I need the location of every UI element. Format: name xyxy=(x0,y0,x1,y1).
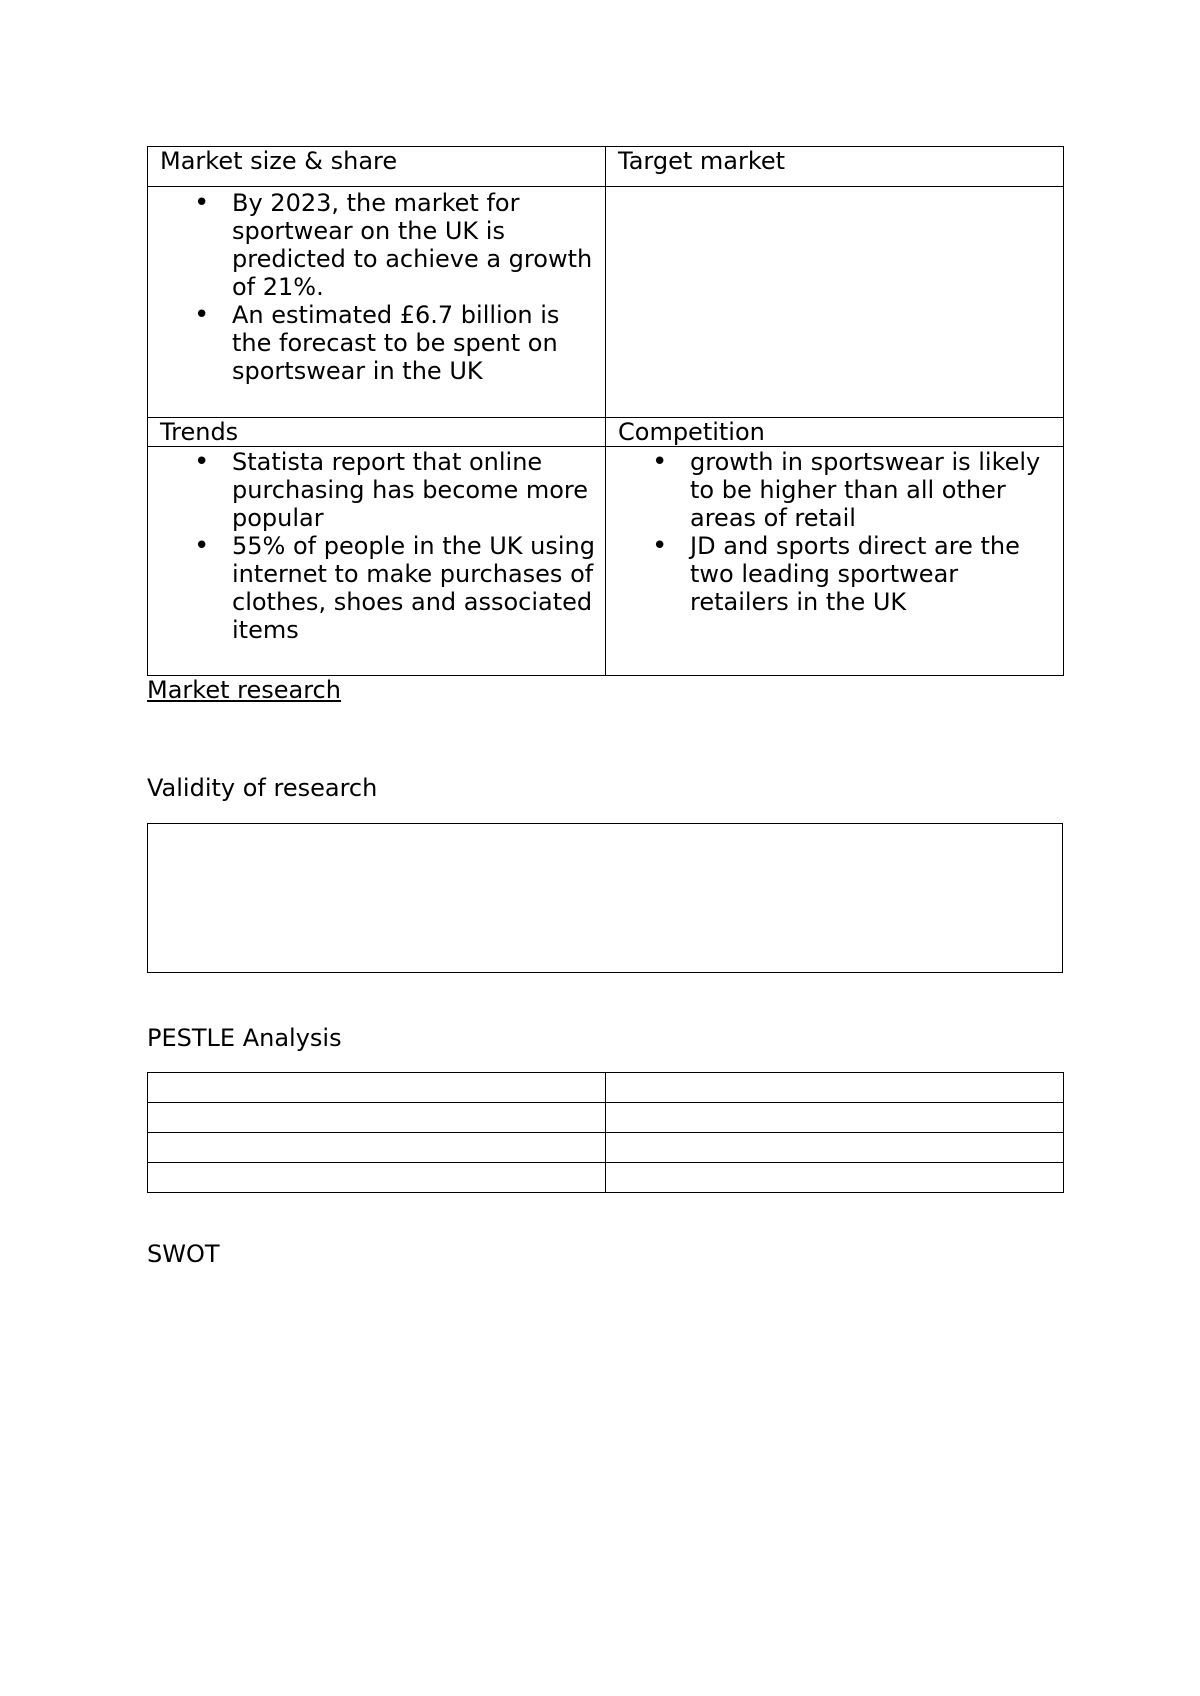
table-row xyxy=(148,1133,1064,1163)
list-item: • JD and sports direct are the two leading sportwear retailers in the UK xyxy=(606,532,1063,616)
list-item: • Statista report that online purchasing has become more popular xyxy=(148,448,605,532)
swot-heading: SWOT xyxy=(147,1240,220,1268)
table-row xyxy=(148,447,1064,676)
pestle-table xyxy=(147,1072,1064,1193)
pestle-cell[interactable] xyxy=(148,1073,606,1103)
target-market-heading: Target market xyxy=(618,147,786,175)
validity-heading: Validity of research xyxy=(147,774,378,802)
competition-bullet-list xyxy=(606,448,1063,616)
market-size-heading-cell xyxy=(148,147,606,187)
pestle-cell[interactable] xyxy=(606,1103,1064,1133)
pestle-cell[interactable] xyxy=(148,1103,606,1133)
market-size-heading: Market size & share xyxy=(160,147,398,175)
list-item: • 55% of people in the UK using internet to make purchases of clothes, shoes and associated items xyxy=(148,532,605,644)
pestle-cell[interactable] xyxy=(606,1163,1064,1193)
target-market-content-cell[interactable] xyxy=(606,187,1064,418)
competition-content-cell xyxy=(606,447,1064,676)
market-research-heading: Market research xyxy=(147,676,341,704)
pestle-heading: PESTLE Analysis xyxy=(147,1024,342,1052)
table-row xyxy=(148,1073,1064,1103)
table-row xyxy=(148,418,1064,447)
pestle-cell[interactable] xyxy=(148,1163,606,1193)
target-market-heading-cell xyxy=(606,147,1064,187)
table-row xyxy=(148,1103,1064,1133)
list-item: • By 2023, the market for sportwear on the UK is predicted to achieve a growth of 21%. xyxy=(148,189,605,301)
market-overview-table xyxy=(147,146,1064,676)
pestle-cell[interactable] xyxy=(606,1133,1064,1163)
competition-heading-cell xyxy=(606,418,1064,447)
trends-heading: Trends xyxy=(160,418,239,446)
table-row xyxy=(148,187,1064,418)
market-size-bullet-list xyxy=(148,189,605,385)
validity-text-box[interactable] xyxy=(147,823,1063,973)
trends-bullet-list xyxy=(148,448,605,644)
pestle-cell[interactable] xyxy=(606,1073,1064,1103)
list-item: • An estimated £6.7 billion is the forecast to be spent on sportswear in the UK xyxy=(148,301,605,385)
trends-content-cell xyxy=(148,447,606,676)
pestle-cell[interactable] xyxy=(148,1133,606,1163)
trends-heading-cell xyxy=(148,418,606,447)
list-item: • growth in sportswear is likely to be higher than all other areas of retail xyxy=(606,448,1063,532)
table-row xyxy=(148,147,1064,187)
competition-heading: Competition xyxy=(618,418,765,446)
market-size-content-cell xyxy=(148,187,606,418)
table-row xyxy=(148,1163,1064,1193)
